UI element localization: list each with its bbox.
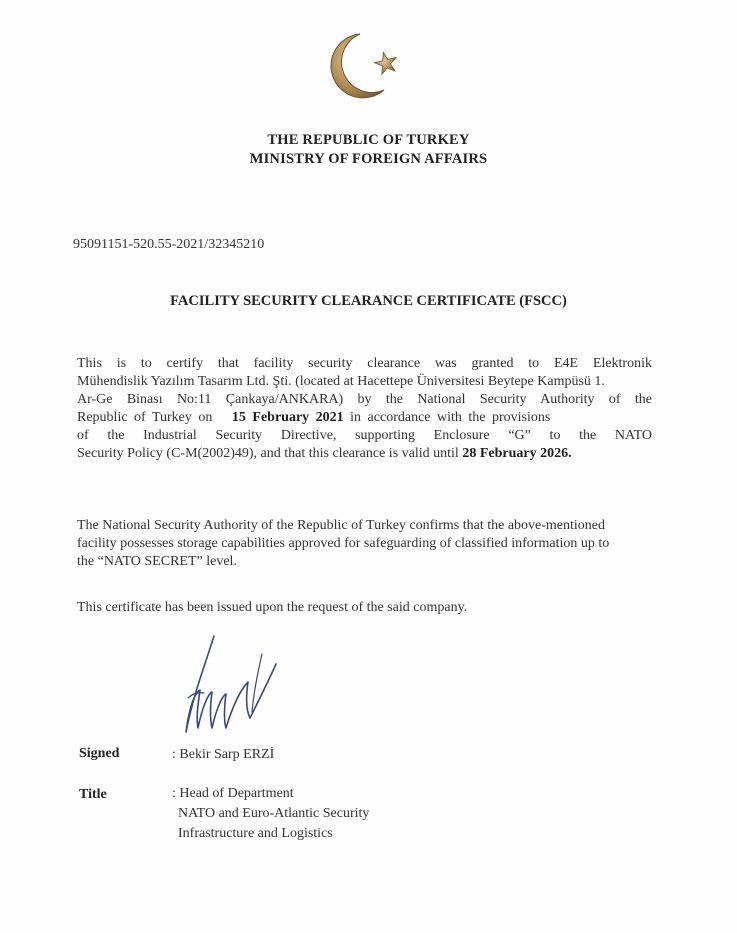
grant-date: 15 February 2021	[231, 410, 344, 425]
handwritten-signature	[176, 632, 286, 740]
title-value	[172, 784, 369, 844]
expiry-date: 28 February 2026.	[462, 446, 572, 461]
paragraph-line: The National Security Authority of the Republic of Turkey confirms that the above-mentioned	[77, 518, 606, 533]
title-line: NATO and Euro-Atlantic Security	[178, 806, 370, 821]
paragraph-line: the “NATO SECRET” level.	[77, 554, 237, 569]
document-title: FACILITY SECURITY CLEARANCE CERTIFICATE (FSCC)	[170, 293, 567, 309]
paragraph-line: facility possesses storage capabilities approved for safeguarding of classified information up to	[77, 536, 610, 551]
paragraph-text: Security Policy (C-M(2002)49), and that this clearance is valid until	[77, 446, 459, 461]
title-line: : Head of Department	[172, 786, 294, 801]
paragraph-line: This certificate has been issued upon the request of the said company.	[77, 600, 468, 615]
paragraph-line	[77, 409, 652, 427]
signed-label: Signed	[79, 746, 120, 761]
crescent-star-icon	[322, 28, 408, 104]
certification-paragraph	[77, 355, 652, 463]
signed-value: : Bekir Sarp ERZİ	[172, 747, 275, 762]
paragraph-text: Republic of Turkey on	[77, 410, 213, 425]
header-ministry: MINISTRY OF FOREIGN AFFAIRS	[249, 151, 488, 167]
paragraph-line	[77, 445, 652, 463]
issuance-paragraph	[77, 599, 650, 617]
paragraph-line: of the Industrial Security Directive, supporting Enclosure “G” to the NATO	[77, 428, 652, 443]
paragraph-line: Mühendislik Yazılım Tasarım Ltd. Şti. (located at Hacettepe Üniversitesi Beytepe Kampüsü 1.	[77, 374, 605, 389]
paragraph-line: Ar-Ge Binası No:11 Çankaya/ANKARA) by the National Security Authority of the	[77, 392, 652, 407]
header-country: THE REPUBLIC OF TURKEY	[267, 132, 470, 148]
paragraph-line: This is to certify that facility security clearance was granted to E4E Elektronik	[77, 356, 652, 371]
title-line: Infrastructure and Logistics	[178, 826, 333, 841]
confirmation-paragraph	[77, 517, 657, 571]
reference-number: 95091151-520.55-2021/32345210	[73, 237, 265, 252]
title-label: Title	[79, 787, 107, 802]
paragraph-text: in accordance with the provisions	[350, 410, 551, 425]
